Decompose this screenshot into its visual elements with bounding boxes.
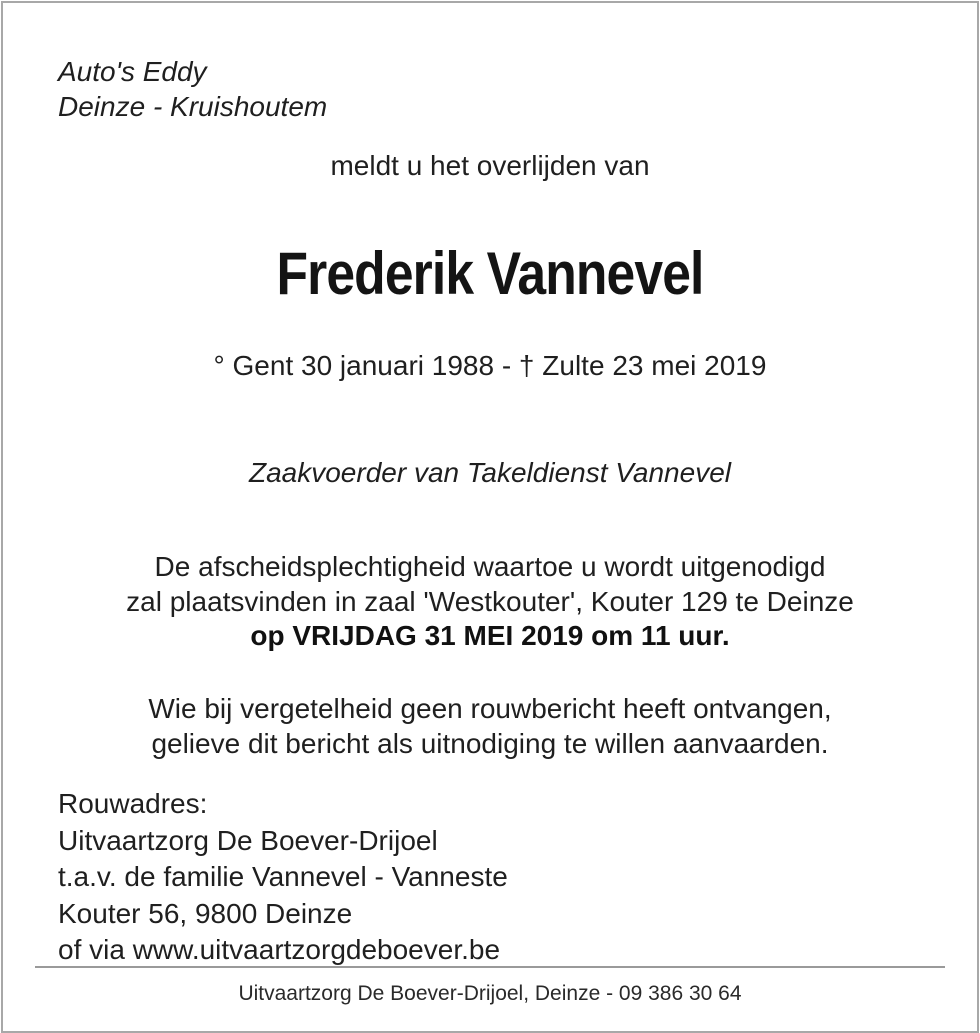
intro-text: meldt u het overlijden van — [330, 150, 650, 181]
notice-line-1: Wie bij vergetelheid geen rouwbericht heeft ontvangen, — [148, 693, 832, 724]
sender-block — [58, 54, 327, 124]
address-line-3: Kouter 56, 9800 Deinze — [58, 897, 353, 929]
invitation-notice — [0, 691, 980, 761]
ceremony-block — [0, 550, 980, 654]
address-heading: Rouwadres: — [58, 788, 208, 819]
ceremony-line-1: De afscheidsplechtigheid waartoe u wordt uitgenodigd — [154, 551, 826, 582]
footer-text: Uitvaartzorg De Boever-Drijoel, Deinze - 09 386 30 64 — [238, 982, 742, 1005]
footer-divider — [35, 966, 945, 968]
sender-location: Deinze - Kruishoutem — [58, 91, 328, 122]
ceremony-date-time: op VRIJDAG 31 MEI 2019 om 11 uur. — [250, 620, 730, 651]
ceremony-line-2: zal plaatsvinden in zaal 'Westkouter', Kouter 129 te Deinze — [126, 585, 854, 617]
notice-line-2: gelieve dit bericht als uitnodiging te willen aanvaarden. — [151, 728, 829, 759]
deceased-role: Zaakvoerder van Takeldienst Vannevel — [248, 457, 731, 488]
sender-name: Auto's Eddy — [58, 56, 207, 87]
mourning-address — [58, 786, 508, 969]
address-line-2: t.a.v. de familie Vannevel - Vanneste — [58, 861, 508, 892]
deceased-name: Frederik Vannevel — [276, 240, 704, 307]
address-line-1: Uitvaartzorg De Boever-Drijoel — [58, 824, 438, 856]
birth-death-dates: ° Gent 30 januari 1988 - † Zulte 23 mei 2019 — [213, 350, 767, 381]
address-website: of via www.uitvaartzorgdeboever.be — [58, 934, 501, 965]
